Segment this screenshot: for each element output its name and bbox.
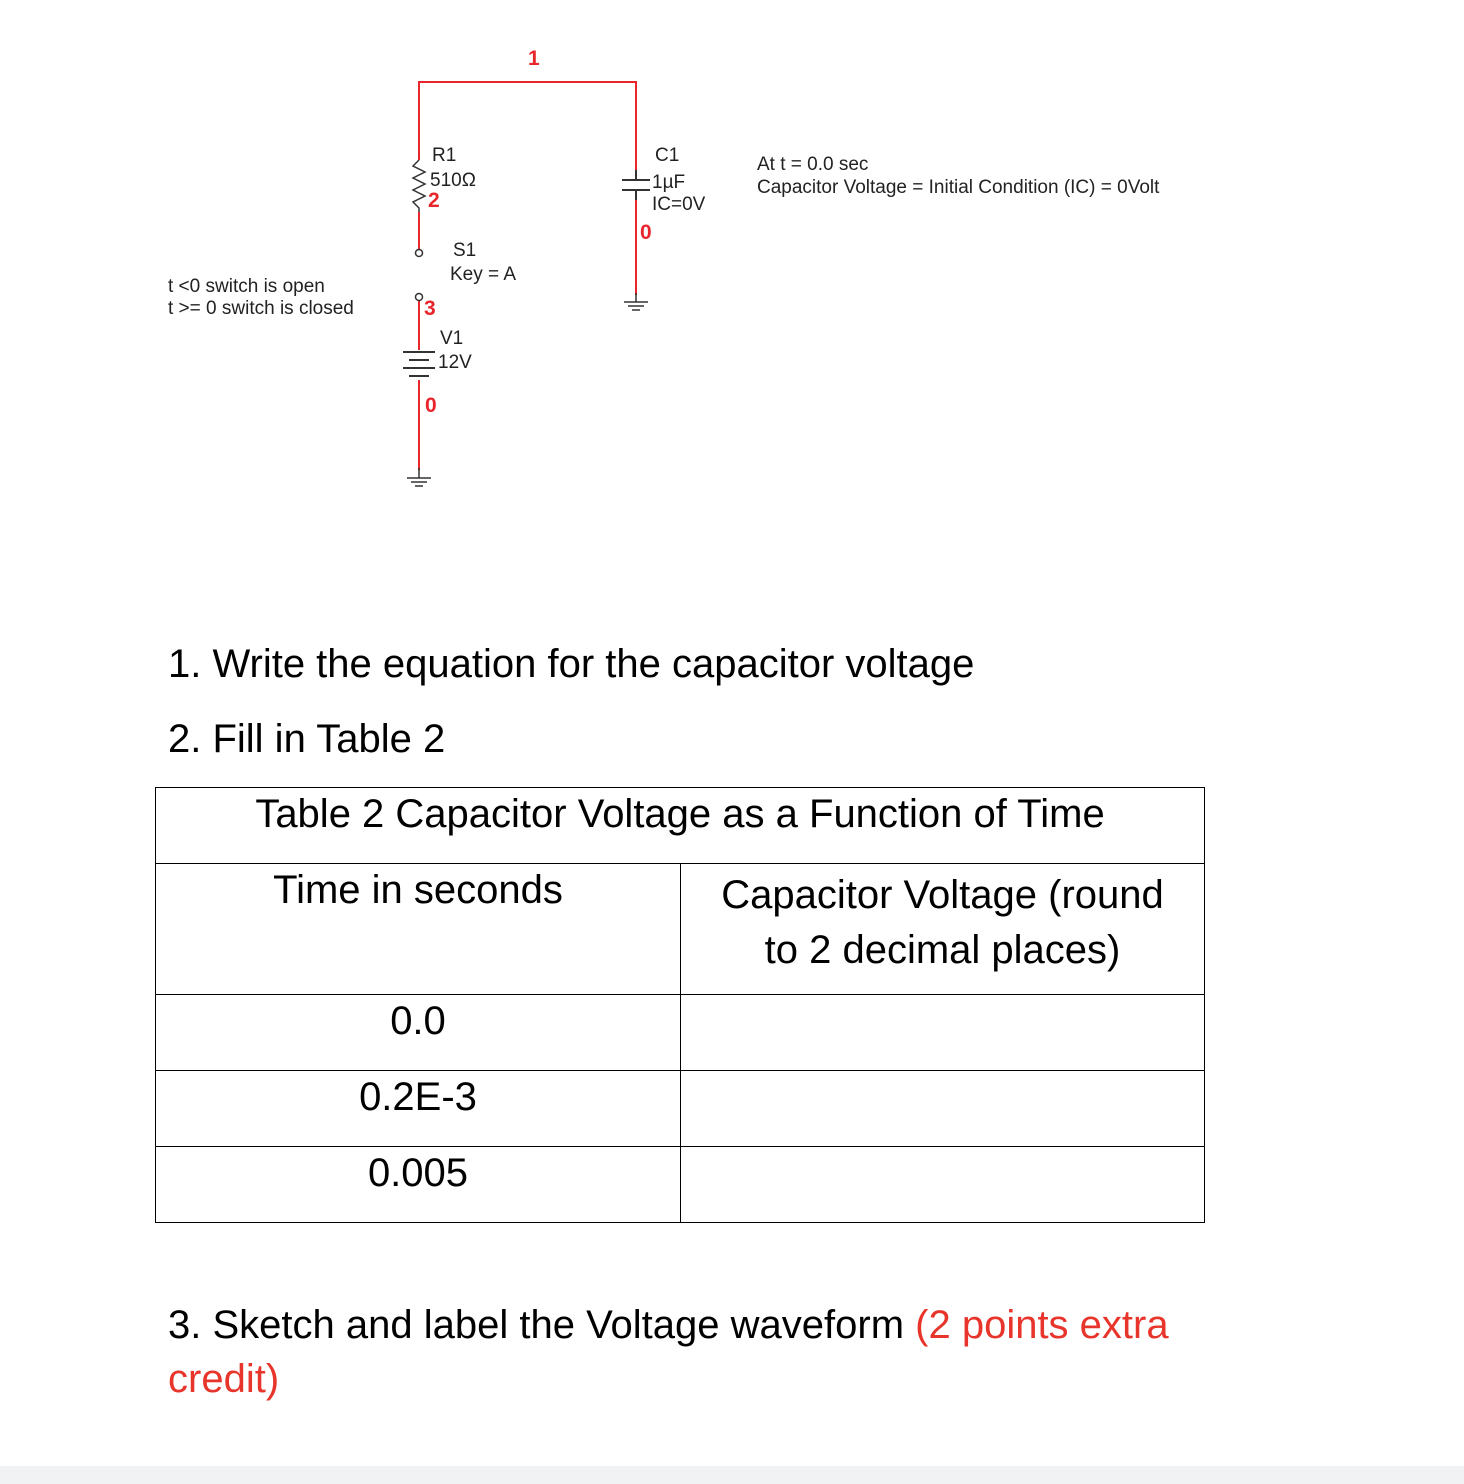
question-2: 2. Fill in Table 2 xyxy=(168,717,446,761)
table-row xyxy=(156,1071,1205,1147)
table-2 xyxy=(155,787,1205,1223)
s1-key-label: Key = A xyxy=(450,264,517,285)
voltage-cell[interactable] xyxy=(681,1071,1205,1147)
v1-name-label: V1 xyxy=(440,328,464,349)
question-3-extra-credit: (2 points extra xyxy=(915,1303,1169,1347)
r1-name-label: R1 xyxy=(432,145,457,166)
voltage-cell[interactable] xyxy=(681,1147,1205,1223)
ground-left-icon xyxy=(407,468,431,486)
r1-value-label: 510Ω xyxy=(430,170,476,191)
question-3 xyxy=(168,1302,1169,1348)
table-title-row xyxy=(156,788,1205,864)
node-label-0-right: 0 xyxy=(640,221,652,244)
node-label-1: 1 xyxy=(528,47,540,70)
v1-value-label: 12V xyxy=(438,352,472,373)
resistor-r1-icon xyxy=(413,160,425,212)
col-header-voltage-line2: to 2 decimal places) xyxy=(764,928,1121,972)
switch-s1-icon xyxy=(416,250,423,301)
c1-ic-label: IC=0V xyxy=(652,194,706,215)
question-1: 1. Write the equation for the capacitor voltage xyxy=(168,642,975,686)
node-label-3: 3 xyxy=(424,297,436,320)
col-header-voltage xyxy=(681,864,1205,995)
battery-v1-icon xyxy=(403,352,435,376)
switch-note-line2: t >= 0 switch is closed xyxy=(168,298,354,319)
time-cell: 0.0 xyxy=(156,995,681,1071)
switch-note-line1: t <0 switch is open xyxy=(168,276,325,297)
bottom-strip xyxy=(0,1466,1464,1484)
ic-note-line2: Capacitor Voltage = Initial Condition (IC) = 0Volt xyxy=(757,177,1160,198)
col-header-time: Time in seconds xyxy=(156,864,681,995)
col-header-voltage-line1: Capacitor Voltage (round xyxy=(721,873,1164,917)
table-row xyxy=(156,1147,1205,1223)
voltage-cell[interactable] xyxy=(681,995,1205,1071)
c1-value-label: 1µF xyxy=(652,172,686,193)
ic-note-line1: At t = 0.0 sec xyxy=(757,154,869,175)
table-header-row xyxy=(156,864,1205,995)
question-3-extra-credit-line2: credit) xyxy=(168,1357,280,1401)
table-row xyxy=(156,995,1205,1071)
time-cell: 0.005 xyxy=(156,1147,681,1223)
c1-name-label: C1 xyxy=(655,145,680,166)
node-label-2: 2 xyxy=(428,189,440,212)
s1-name-label: S1 xyxy=(453,240,477,261)
ground-right-icon xyxy=(624,293,648,310)
question-3-text: 3. Sketch and label the Voltage waveform xyxy=(168,1303,916,1347)
node-label-0-left: 0 xyxy=(425,394,437,417)
table-title: Table 2 Capacitor Voltage as a Function of Time xyxy=(156,788,1205,864)
time-cell: 0.2E-3 xyxy=(156,1071,681,1147)
capacitor-c1-icon xyxy=(622,170,650,200)
